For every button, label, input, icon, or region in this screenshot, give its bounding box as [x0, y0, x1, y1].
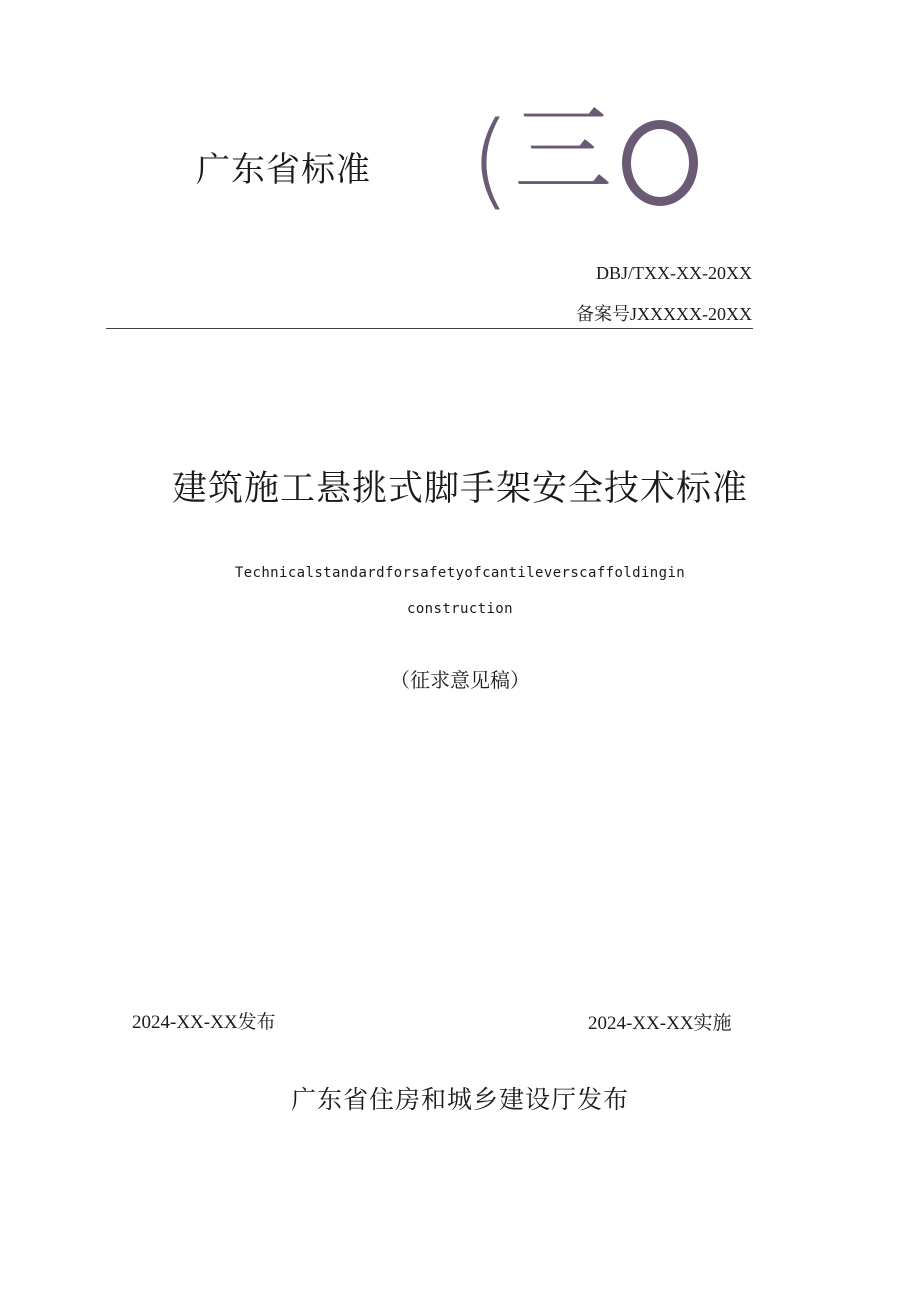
logo-three-glyph: 三 — [514, 94, 613, 208]
standard-label: 广东省标准 — [196, 150, 371, 190]
filing-number: 备案号JXXXXX-20XX — [576, 304, 752, 324]
english-title-line1: Technicalstandardforsafetyofcantileverscaffoldingin — [234, 565, 686, 581]
effective-date: 2024-XX-XX实施 — [588, 1013, 732, 1034]
header-divider — [106, 328, 753, 329]
standard-code: DBJ/TXX-XX-20XX — [596, 263, 752, 283]
logo-circle-mark — [622, 120, 698, 206]
english-title-line2: construction — [407, 601, 513, 617]
draft-note: （征求意见稿） — [390, 668, 530, 692]
logo-paren-mark: ( — [470, 99, 511, 221]
document-title: 建筑施工悬挑式脚手架安全技术标准 — [171, 469, 748, 509]
issue-date: 2024-XX-XX发布 — [132, 1012, 276, 1033]
publisher: 广东省住房和城乡建设厅发布 — [290, 1085, 629, 1114]
